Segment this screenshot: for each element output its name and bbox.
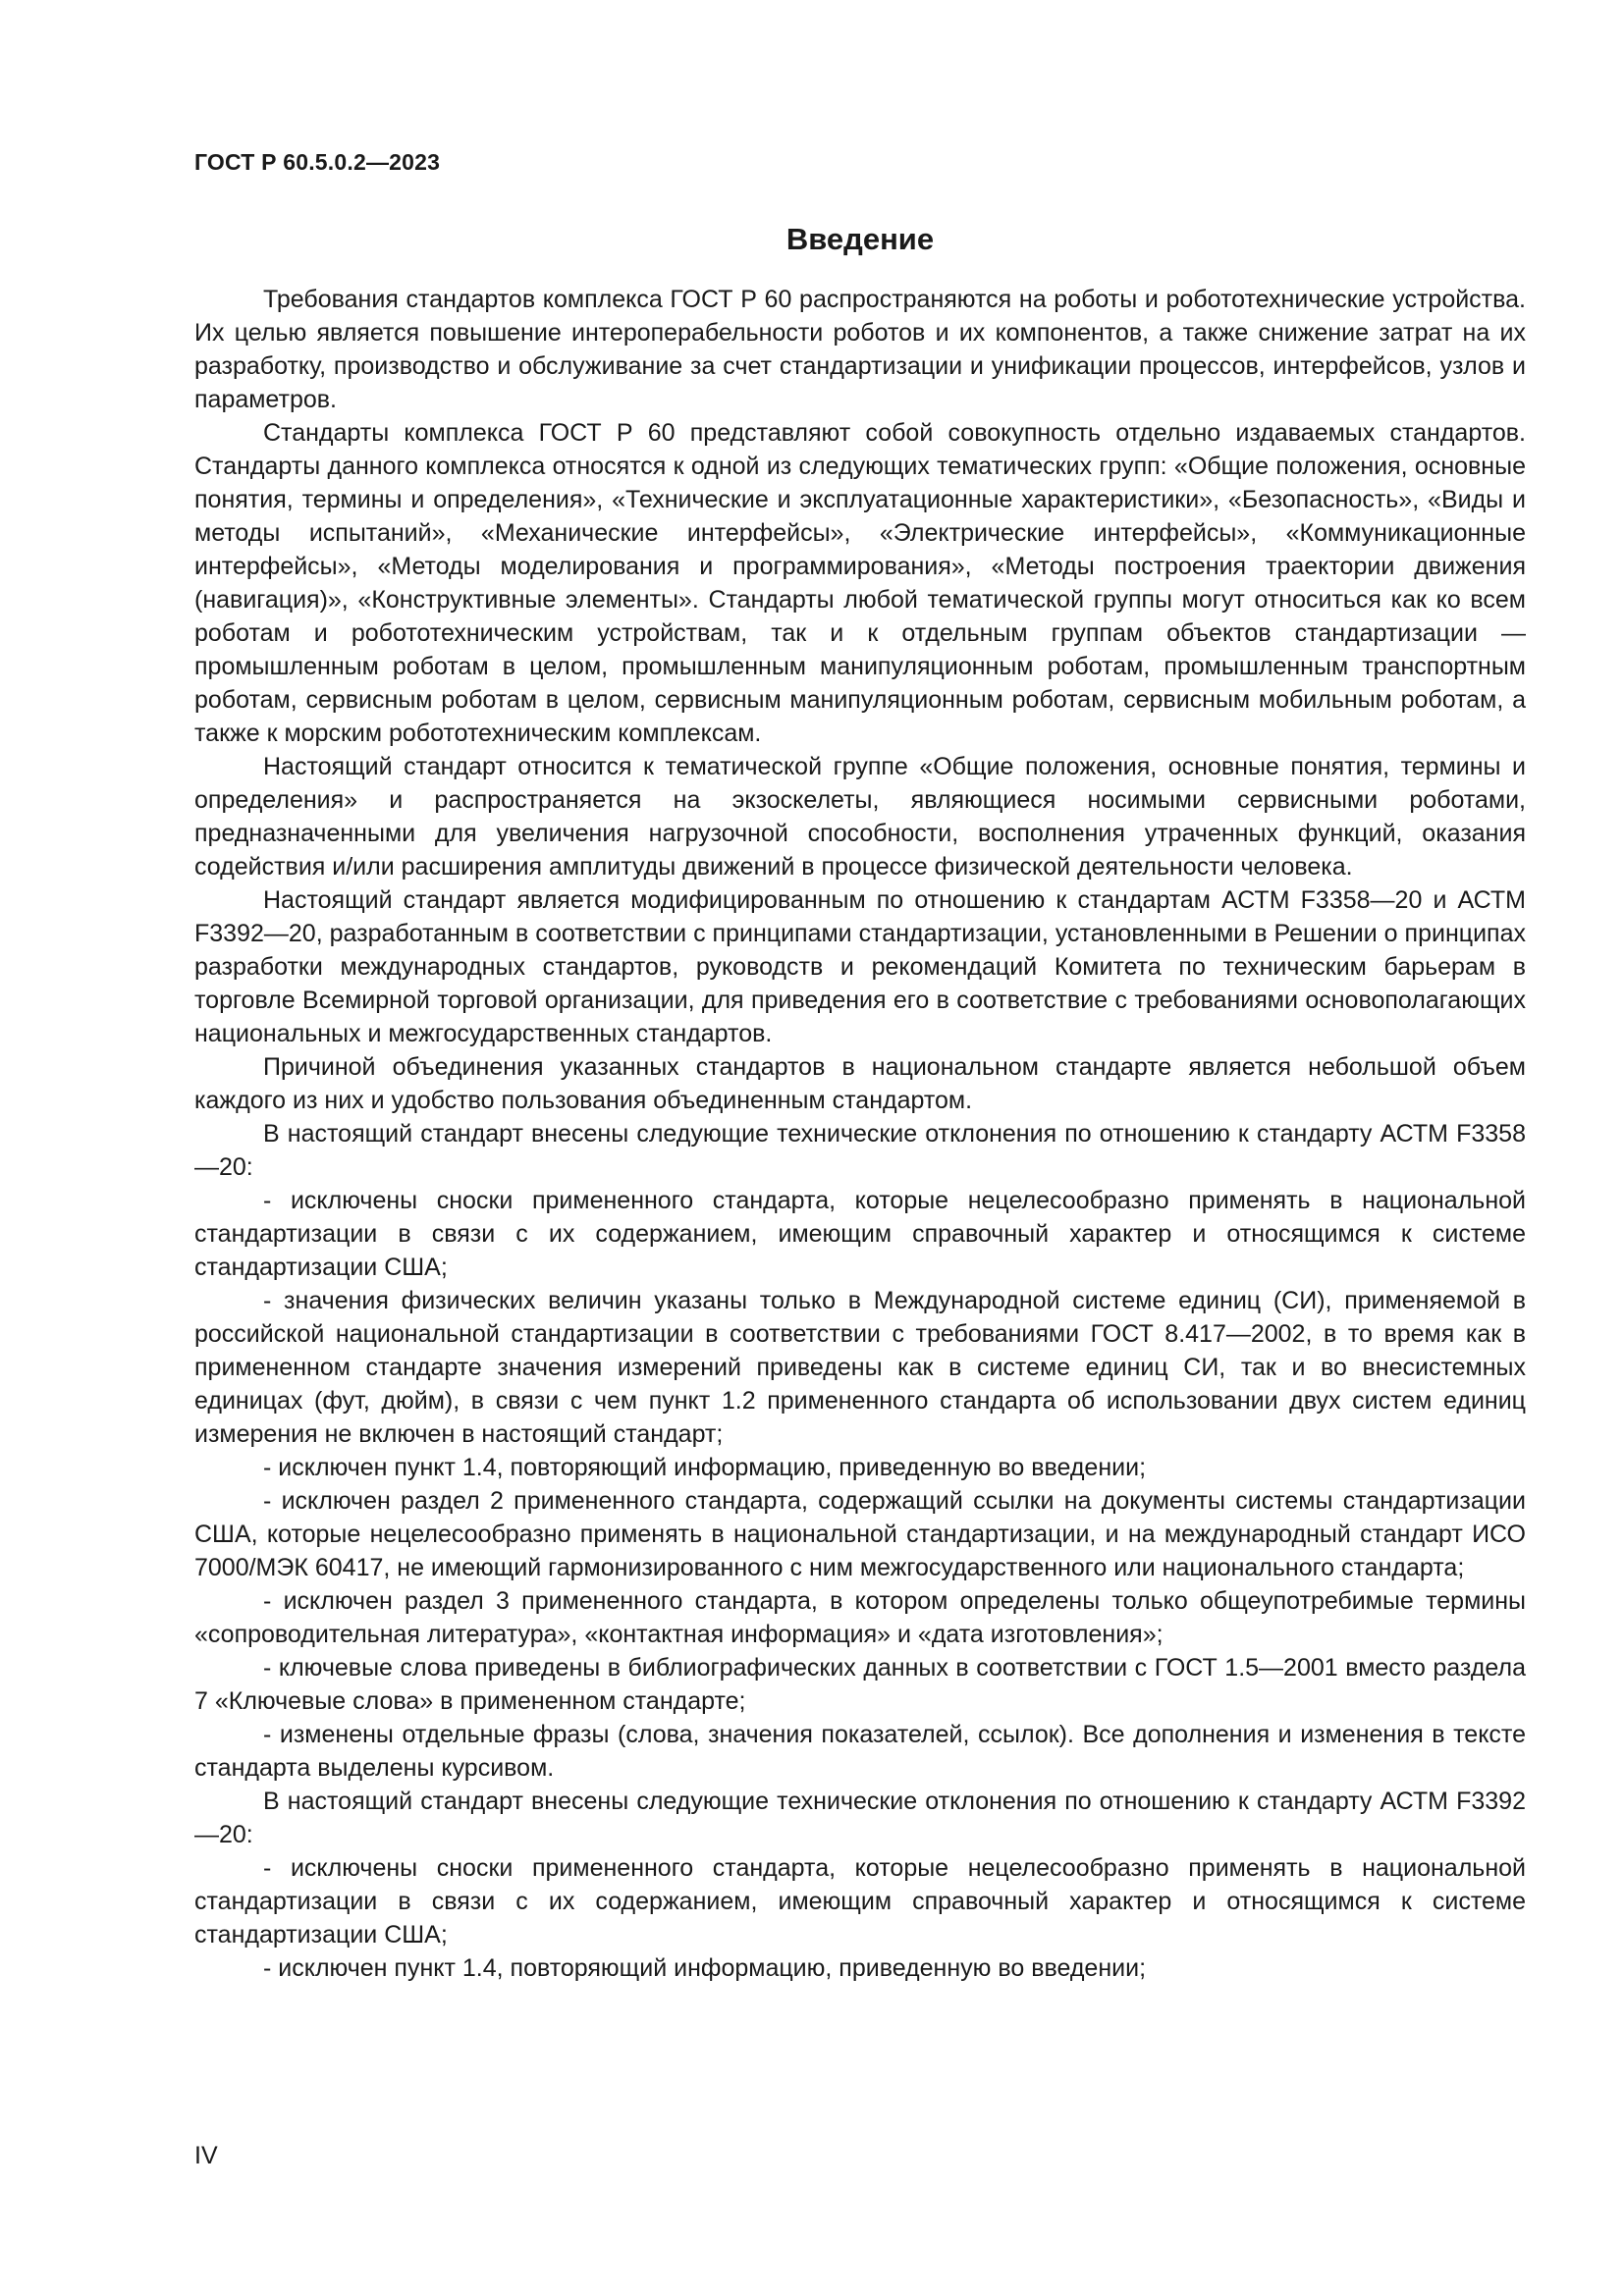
paragraph: В настоящий стандарт внесены следующие технические отклонения по отношению к стандарту АСТМ F3358—20: (194, 1120, 1526, 1181)
list-item: - изменены отдельные фразы (слова, значения показателей, ссылок). Все дополнения и изменения в тексте стандарта выделены курсивом. (194, 1721, 1526, 1782)
section-title: Введение (785, 222, 935, 256)
list-item: - исключены сноски примененного стандарта, которые нецелесообразно применять в национальной стандартизации в связи с их содержанием, имеющим справочный характер и относящимся к системе стандартизации США; (194, 1854, 1526, 1949)
paragraph: Причиной объединения указанных стандартов в национальном стандарте является небольшой объем каждого из них и удобство пользования объединенным стандартом. (194, 1053, 1526, 1114)
document-code-header: ГОСТ Р 60.5.0.2—2023 (194, 149, 441, 175)
list-item: - исключен пункт 1.4, повторяющий информацию, приведенную во введении; (263, 1454, 1147, 1481)
paragraph: Стандарты комплекса ГОСТ Р 60 представляют собой совокупность отдельно издаваемых стандартов. Стандарты данного комплекса относятся к одной из следующих тематических групп: «Общие положения, основные понятия, термины и определения», «Технические и эксплуатационные характеристики», «Безопасность», «Виды и методы испытаний», «Механические интерфейсы», «Электрические интерфейсы», «Коммуникационные интерфейсы», «Методы моделирования и программирования», «Методы построения траектории движения (навигация)», «Конструктивные элементы». Стандарты любой тематической группы могут относиться как ко всем роботам и робототехническим устройствам, так и к отдельным группам объектов стандартизации — промышленным роботам в целом, промышленным манипуляционным роботам, промышленным транспортным роботам, сервисным роботам в целом, сервисным манипуляционным роботам, сервисным мобильным роботам, а также к морским робототехническим комплексам. (194, 419, 1526, 747)
list-item: - исключен раздел 2 примененного стандарта, содержащий ссылки на документы системы стандартизации США, которые нецелесообразно применять в национальной стандартизации, и на международный стандарт ИСО 7000/МЭК 60417, не имеющий гармонизированного с ним межгосударственного или национального стандарта; (194, 1487, 1526, 1581)
paragraph: Требования стандартов комплекса ГОСТ Р 60 распространяются на роботы и робототехнические устройства. Их целью является повышение интероперабельности роботов и их компонентов, а также снижение затрат на их разработку, производство и обслуживание за счет стандартизации и унификации процессов, интерфейсов, узлов и параметров. (194, 286, 1526, 413)
paragraph: В настоящий стандарт внесены следующие технические отклонения по отношению к стандарту АСТМ F3392—20: (194, 1788, 1526, 1848)
list-item: - значения физических величин указаны только в Международной системе единиц (СИ), применяемой в российской национальной стандартизации в соответствии с требованиями ГОСТ 8.417—2002, в то время как в примененном стандарте значения измерений приведены как в системе единиц СИ, так и во внесистемных единицах (фут, дюйм), в связи с чем пункт 1.2 примененного стандарта об использовании двух систем единиц измерения не включен в настоящий стандарт; (194, 1287, 1526, 1448)
introduction-body (194, 283, 1526, 1985)
paragraph: Настоящий стандарт относится к тематической группе «Общие положения, основные понятия, термины и определения» и распространяется на экзоскелеты, являющиеся носимыми сервисными роботами, предназначенными для увеличения нагрузочной способности, восполнения утраченных функций, оказания содействия и/или расширения амплитуды движений в процессе физической деятельности человека. (194, 753, 1526, 881)
list-item: - исключен раздел 3 примененного стандарта, в котором определены только общеупотребимые термины «сопроводительная литература», «контактная информация» и «дата изготовления»; (194, 1587, 1526, 1648)
page-number: IV (194, 2142, 218, 2169)
paragraph: Настоящий стандарт является модифицированным по отношению к стандартам АСТМ F3358—20 и АСТМ F3392—20, разработанным в соответствии с принципами стандартизации, установленными в Решении о принципах разработки международных стандартов, руководств и рекомендаций Комитета по техническим барьерам в торговле Всемирной торговой организации, для приведения его в соответствие с требованиями основополагающих национальных и межгосударственных стандартов. (194, 886, 1526, 1047)
list-item: - ключевые слова приведены в библиографических данных в соответствии с ГОСТ 1.5—2001 вместо раздела 7 «Ключевые слова» в примененном стандарте; (194, 1654, 1526, 1715)
list-item: - исключены сноски примененного стандарта, которые нецелесообразно применять в национальной стандартизации в связи с их содержанием, имеющим справочный характер и относящимся к системе стандартизации США; (194, 1187, 1526, 1281)
list-item: - исключен пункт 1.4, повторяющий информацию, приведенную во введении; (263, 1954, 1147, 1982)
